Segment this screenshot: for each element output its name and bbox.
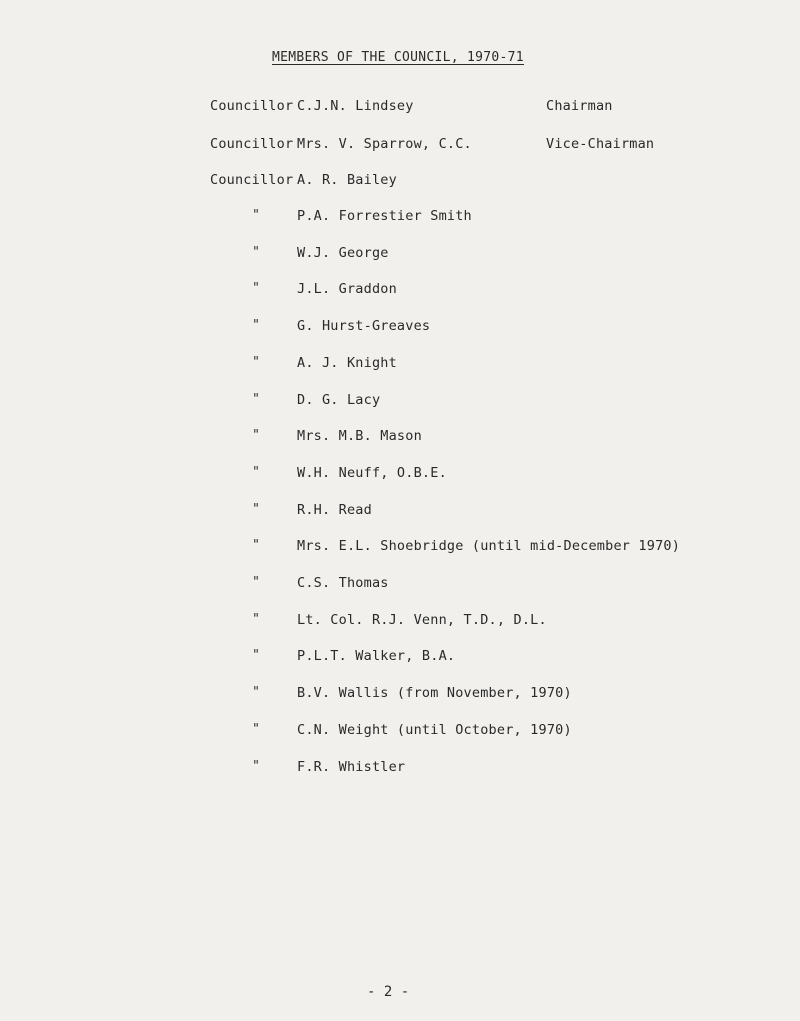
member-name: D. G. Lacy [297, 392, 381, 408]
officer-name-2: Mrs. V. Sparrow, C.C. [297, 136, 472, 152]
member-name: G. Hurst-Greaves [297, 318, 431, 334]
ditto-mark: " [253, 281, 259, 296]
ditto-mark: " [253, 759, 259, 774]
ditto-mark: " [253, 392, 259, 407]
ditto-mark: " [253, 465, 259, 480]
member-name: C.S. Thomas [297, 575, 389, 591]
document-title: MEMBERS OF THE COUNCIL, 1970-71 [272, 50, 524, 65]
member-name: Mrs. M.B. Mason [297, 428, 422, 444]
officer-name-1: C.J.N. Lindsey [297, 98, 414, 114]
member-name: C.N. Weight (until October, 1970) [297, 722, 572, 738]
officer-role-vice-chairman: Vice-Chairman [546, 136, 655, 152]
member-name: B.V. Wallis (from November, 1970) [297, 685, 572, 701]
officer-label-2: Councillor [210, 136, 294, 152]
member-name: J.L. Graddon [297, 281, 397, 297]
officer-label-1: Councillor [210, 98, 294, 114]
ditto-mark: " [253, 355, 259, 370]
officer-name-3: A. R. Bailey [297, 172, 397, 188]
member-name: A. J. Knight [297, 355, 397, 371]
member-name: R.H. Read [297, 502, 372, 518]
page-number: - 2 - [367, 984, 410, 1000]
ditto-mark: " [253, 208, 259, 223]
ditto-mark: " [253, 245, 259, 260]
officer-role-chairman: Chairman [546, 98, 613, 114]
ditto-mark: " [253, 538, 259, 553]
member-name: P.A. Forrestier Smith [297, 208, 472, 224]
ditto-mark: " [253, 648, 259, 663]
member-name: Mrs. E.L. Shoebridge (until mid-December 1970) [297, 538, 681, 554]
member-name: W.J. George [297, 245, 389, 261]
ditto-mark: " [253, 502, 259, 517]
member-name: F.R. Whistler [297, 759, 406, 775]
member-name: P.L.T. Walker, B.A. [297, 648, 456, 664]
member-name: W.H. Neuff, O.B.E. [297, 465, 447, 481]
ditto-mark: " [253, 318, 259, 333]
ditto-mark: " [253, 685, 259, 700]
ditto-mark: " [253, 575, 259, 590]
ditto-mark: " [253, 428, 259, 443]
member-name: Lt. Col. R.J. Venn, T.D., D.L. [297, 612, 547, 628]
ditto-mark: " [253, 722, 259, 737]
ditto-mark: " [253, 612, 259, 627]
officer-label-3: Councillor [210, 172, 294, 188]
